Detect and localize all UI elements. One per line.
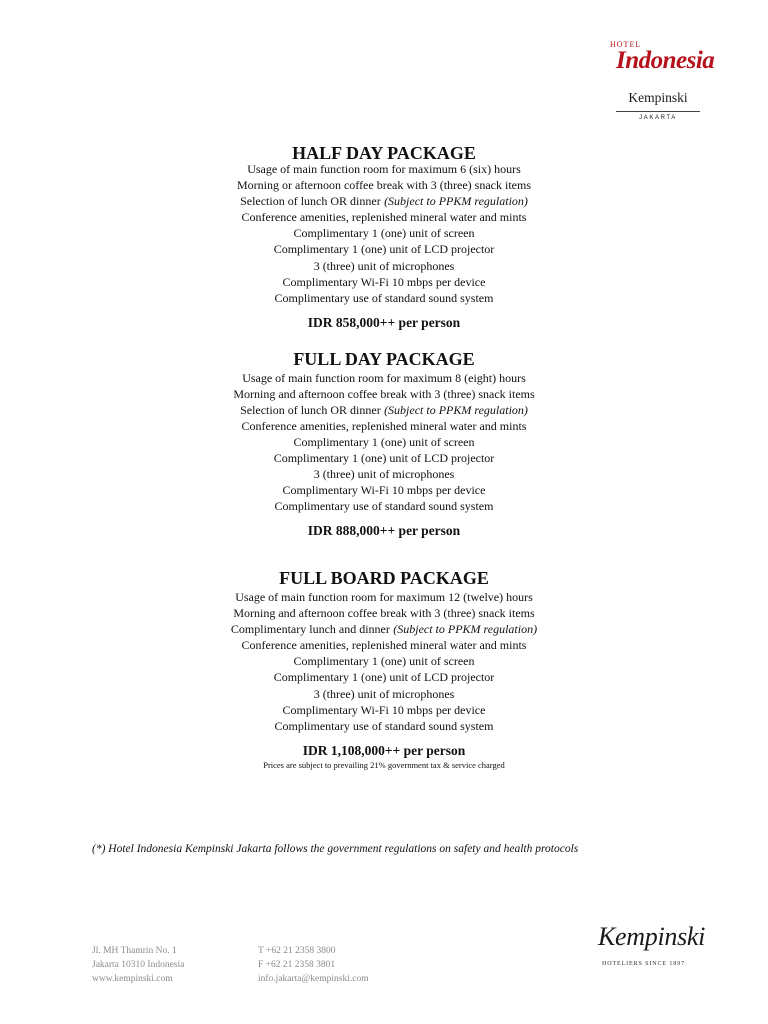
feature-item: Selection of lunch OR dinner (Subject to PPKM regulation) — [240, 194, 528, 209]
package-price: IDR 858,000++ per person — [307, 314, 461, 330]
package-title: HALF DAY PACKAGE — [292, 143, 476, 163]
feature-item: 3 (three) unit of microphones — [313, 467, 455, 481]
feature-note: (Subject to PPKM regulation) — [384, 403, 528, 417]
email-text: info.jakarta@kempinski.com — [258, 974, 369, 984]
website-text: www.kempinski.com — [92, 974, 173, 984]
feature-item: Selection of lunch OR dinner (Subject to PPKM regulation) — [240, 403, 528, 417]
half-day-package — [84, 143, 684, 332]
feature-item: 3 (three) unit of microphones — [313, 686, 455, 701]
feature-note: (Subject to PPKM regulation) — [384, 194, 528, 209]
feature-item: Conference amenities, replenished mineral water and mints — [241, 638, 527, 653]
full-board-package — [84, 568, 684, 770]
feature-item: Complimentary 1 (one) unit of LCD projector — [273, 451, 495, 465]
logo-group-text: Kempinski — [628, 90, 688, 105]
feature-item: Morning or afternoon coffee break with 3 (three) snack items — [236, 178, 531, 193]
logo-city-text: JAKARTA — [639, 115, 677, 121]
package-price: IDR 1,108,000++ per person — [302, 742, 466, 758]
package-features — [84, 370, 684, 514]
full-day-package — [84, 349, 684, 540]
package-price: IDR 888,000++ per person — [307, 523, 461, 538]
fax-text: F +62 21 2358 3801 — [258, 960, 336, 970]
feature-item: Complimentary 1 (one) unit of screen — [293, 435, 475, 449]
feature-item: Complimentary Wi-Fi 10 mbps per device — [282, 702, 486, 717]
feature-note: (Subject to PPKM regulation) — [393, 622, 538, 637]
logo-brand-text: Indonesia — [616, 47, 715, 74]
feature-item: Complimentary use of standard sound system — [274, 499, 494, 513]
feature-item: Conference amenities, replenished mineral water and mints — [241, 210, 527, 225]
feature-item: Usage of main function room for maximum 6 (six) hours — [247, 162, 521, 176]
address-line: Jakarta 10310 Indonesia — [92, 960, 185, 970]
package-title: FULL BOARD PACKAGE — [279, 568, 489, 588]
logo-divider — [616, 111, 700, 112]
kempinski-logo: Kempinski — [598, 922, 706, 951]
feature-item: Complimentary lunch and dinner (Subject to PPKM regulation) — [230, 622, 538, 637]
feature-item: Complimentary Wi-Fi 10 mbps per device — [282, 274, 486, 289]
footer-contact — [258, 944, 369, 986]
logo-hotel-text: HOTEL — [610, 40, 642, 49]
feature-item: Complimentary 1 (one) unit of LCD projector — [273, 670, 495, 685]
feature-item: Complimentary use of standard sound system — [274, 718, 494, 733]
address-line: Jl. MH Thamrin No. 1 — [92, 946, 177, 956]
feature-item: Conference amenities, replenished mineral water and mints — [241, 419, 527, 433]
tax-note: Prices are subject to prevailing 21% government tax & service charged — [263, 759, 505, 770]
feature-item: Complimentary Wi-Fi 10 mbps per device — [282, 483, 486, 497]
phone-text: T +62 21 2358 3800 — [258, 946, 336, 956]
package-title: FULL DAY PACKAGE — [293, 349, 475, 369]
feature-item: Complimentary use of standard sound system — [274, 290, 494, 305]
feature-item: Complimentary 1 (one) unit of LCD projector — [273, 242, 495, 257]
package-features — [84, 161, 684, 306]
feature-item: Usage of main function room for maximum 8 (eight) hours — [242, 371, 526, 385]
health-protocol-footnote: (*) Hotel Indonesia Kempinski Jakarta follows the government regulations on safety and health protocols — [92, 843, 579, 855]
kempinski-tagline: HOTELIERS SINCE 1897 — [602, 961, 685, 967]
feature-item: Usage of main function room for maximum 12 (twelve) hours — [235, 590, 533, 604]
package-features — [84, 589, 684, 734]
feature-item: Morning and afternoon coffee break with 3 (three) snack items — [233, 387, 535, 401]
feature-item: Morning and afternoon coffee break with 3 (three) snack items — [233, 606, 535, 621]
footer-address — [92, 944, 184, 986]
feature-item: 3 (three) unit of microphones — [313, 258, 455, 273]
feature-item: Complimentary 1 (one) unit of screen — [293, 226, 475, 241]
feature-item: Complimentary 1 (one) unit of screen — [293, 654, 475, 669]
